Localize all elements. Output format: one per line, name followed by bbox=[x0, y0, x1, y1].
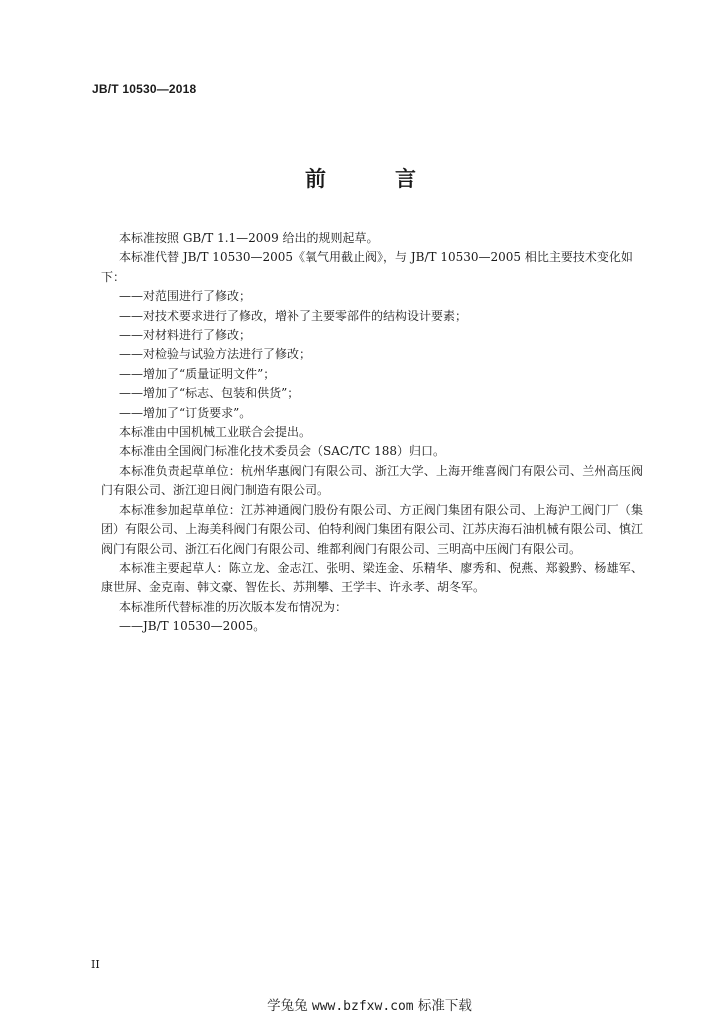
watermark-label: 标准下载 bbox=[417, 998, 472, 1014]
page-number: II bbox=[91, 958, 100, 971]
paragraph-main-drafters: 本标准主要起草人：陈立龙、金志江、张明、梁连金、乐精华、廖秀和、倪燕、郑毅黔、杨雄军、康世屏、金克南、韩文豪、智佐长、苏荆攀、王学丰、许永孝、胡冬军。 bbox=[101, 560, 643, 595]
paragraph-drafting-rules: 本标准按照 GB/T 1.1—2009 给出的规则起草。 bbox=[119, 231, 379, 245]
change-item-quality-certificate: ——增加了“质量证明文件”； bbox=[119, 366, 276, 381]
page-title: 前 言 bbox=[305, 167, 440, 191]
paragraph-under-jurisdiction: 本标准由全国阀门标准化技术委员会（SAC/TC 188）归口。 bbox=[119, 444, 446, 459]
change-item-marking-packing: ——增加了“标志、包装和供货”； bbox=[119, 386, 300, 401]
paragraph-participating-units: 本标准参加起草单位：江苏神通阀门股份有限公司、方正阀门集团有限公司、上海沪工阀门厂（集团）有限公司、上海美科阀门有限公司、伯特利阀门集团有限公司、江苏庆海石油机械有限公司、慎江阀门有限公司、浙江石化阀门有限公司、维都利阀门有限公司、三明高中压阀门有限公司。 bbox=[101, 502, 643, 556]
paragraph-replaces: 本标准代替 JB/T 10530—2005《氧气用截止阀》，与 JB/T 10530—2005 相比主要技术变化如下： bbox=[101, 250, 633, 284]
document-code: JB/T 10530—2018 bbox=[92, 82, 197, 96]
paragraph-responsible-units: 本标准负责起草单位：杭州华惠阀门有限公司、浙江大学、上海开维喜阀门有限公司、兰州高压阀门有限公司、浙江迎日阀门制造有限公司。 bbox=[101, 463, 643, 498]
watermark-url: www.bzfxw.com bbox=[311, 999, 414, 1014]
paragraph-previous-editions: 本标准所代替标准的历次版本发布情况为： bbox=[119, 599, 348, 614]
watermark-site: 学兔兔 bbox=[267, 998, 308, 1014]
previous-edition-item: ——JB/T 10530—2005。 bbox=[119, 619, 266, 634]
change-item-technical-requirements: ——对技术要求进行了修改，增补了主要零部件的结构设计要素； bbox=[119, 308, 468, 323]
paragraph-proposed-by: 本标准由中国机械工业联合会提出。 bbox=[119, 425, 312, 440]
change-item-ordering: ——增加了“订货要求”。 bbox=[119, 405, 252, 420]
change-item-test-methods: ——对检验与试验方法进行了修改； bbox=[119, 347, 312, 362]
foreword-body bbox=[101, 229, 643, 637]
watermark bbox=[0, 994, 725, 1014]
change-item-materials: ——对材料进行了修改； bbox=[119, 328, 252, 343]
change-item-scope: ——对范围进行了修改； bbox=[119, 289, 252, 304]
